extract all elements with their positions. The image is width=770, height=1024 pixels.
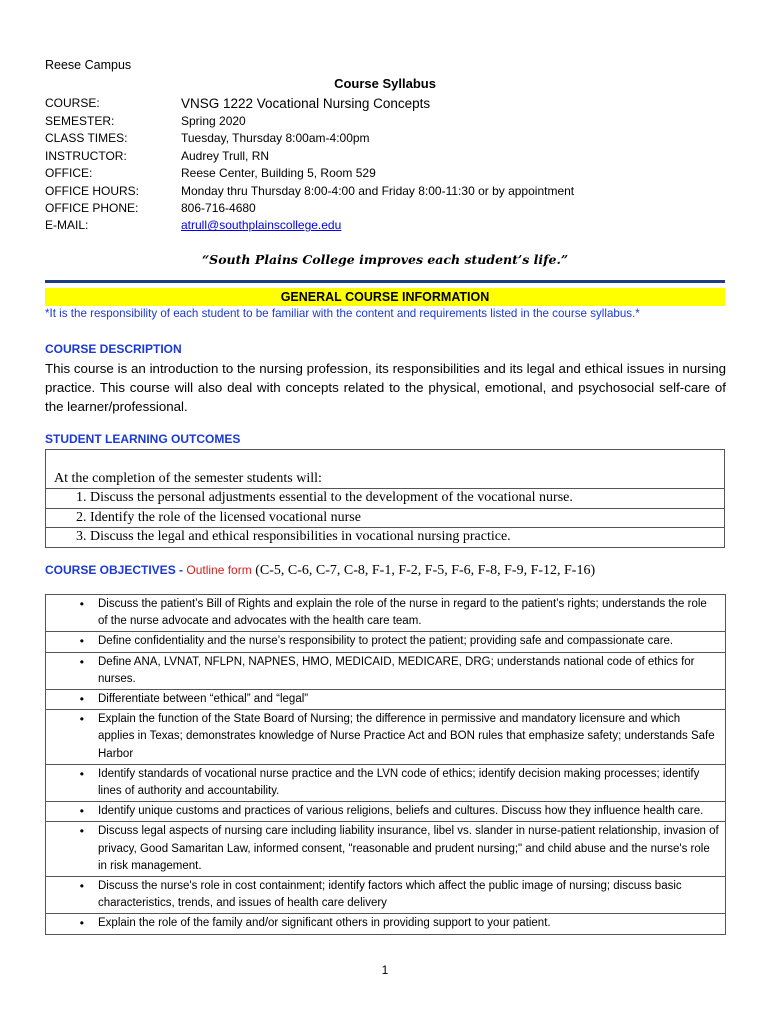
outcomes-intro: At the completion of the semester students will:	[54, 471, 322, 486]
info-label: E-MAIL:	[45, 218, 89, 233]
bullet-icon: •	[79, 692, 84, 707]
info-value: Reese Center, Building 5, Room 529	[181, 166, 376, 181]
objective-row	[46, 822, 725, 877]
bullet-icon: •	[79, 654, 84, 669]
bullet-icon: •	[79, 634, 84, 649]
info-row-instructor	[45, 148, 745, 165]
info-value: Tuesday, Thursday 8:00am-4:00pm	[181, 131, 370, 146]
page-number: 1	[381, 963, 389, 977]
outline-form-label: Outline form	[186, 563, 252, 577]
objective-text: Define ANA, LVNAT, NFLPN, NAPNES, HMO, MEDICAID, MEDICARE, DRG; understands national code of ethics for nurses.	[98, 655, 695, 685]
course-description-text: This course is an introduction to the nursing profession, its responsibilities and its legal and ethical issues in nursing practice. This course will also deal with concepts related to the physical, emotional, and psychosocial self-care of the learner/professional.	[45, 361, 726, 414]
bullet-icon: •	[79, 712, 84, 727]
bullet-icon: •	[79, 597, 84, 611]
outcome-item: 1. Discuss the personal adjustments essential to the development of the vocational nurse.	[46, 488, 724, 508]
info-label: OFFICE HOURS:	[45, 183, 140, 198]
email-link[interactable]: atrull@southplainscollege.edu	[181, 218, 342, 233]
course-info-block	[45, 94, 745, 235]
objective-text: Explain the function of the State Board of Nursing; the difference in permissive and mandatory licensure and which applies in Texas; demonstrates knowledge of Nurse Practice Act and BON rules that emphasize safety; understands Safe Harbor	[98, 713, 715, 760]
college-motto: “South Plains College improves each student’s life.”	[201, 252, 569, 267]
info-label: SEMESTER:	[45, 114, 115, 128]
objective-codes: (C-5, C-6, C-7, C-8, F-1, F-2, F-5, F-6, F-8, F-9, F-12, F-16)	[251, 563, 596, 578]
objective-text: Define confidentiality and the nurse’s responsibility to protect the patient; providing safe and compassionate care.	[98, 635, 674, 648]
objectives-table	[45, 594, 726, 935]
info-row-office-phone	[45, 200, 745, 217]
objective-row	[46, 690, 725, 710]
course-description-heading: COURSE DESCRIPTION	[45, 342, 182, 356]
objective-text: Differentiate between “ethical” and “legal”	[98, 693, 309, 706]
objectives-heading: COURSE OBJECTIVES -	[45, 563, 187, 577]
outcomes-table	[45, 449, 725, 548]
outcome-item: 3. Discuss the legal and ethical responsibilities in vocational nursing practice.	[46, 527, 724, 547]
objective-row	[46, 914, 725, 934]
outcomes-heading: STUDENT LEARNING OUTCOMES	[45, 432, 241, 446]
info-label: OFFICE:	[45, 166, 93, 181]
objective-row	[46, 710, 725, 765]
objective-row	[46, 765, 725, 802]
objective-text: Discuss the nurse's role in cost containment; identify factors which affect the public image of nursing; discuss basic characteristics, trends, and issues of health care delivery	[98, 880, 682, 910]
objective-row	[46, 653, 725, 690]
info-value: Monday thru Thursday 8:00-4:00 and Friday 8:00-11:30 or by appointment	[181, 183, 575, 198]
info-value: Audrey Trull, RN	[181, 148, 270, 163]
info-value: Spring 2020	[181, 114, 246, 128]
objective-text: Identify unique customs and practices of various religions, beliefs and cultures. Discuss how they influence health care.	[98, 805, 704, 818]
divider-rule	[45, 280, 725, 283]
info-label: COURSE:	[45, 96, 100, 110]
info-row-office-hours	[45, 183, 745, 200]
info-label: INSTRUCTOR:	[45, 148, 127, 163]
info-label: CLASS TIMES:	[45, 131, 128, 146]
info-label: OFFICE PHONE:	[45, 200, 139, 215]
objective-row	[46, 632, 725, 652]
responsibility-note: *It is the responsibility of each student to be familiar with the content and requirements listed in the course syllabus.*	[45, 307, 640, 320]
objective-text: Explain the role of the family and/or significant others in providing support to your patient.	[98, 917, 551, 930]
bullet-icon: •	[79, 766, 84, 781]
bullet-icon: •	[79, 879, 84, 894]
info-row-office	[45, 165, 745, 182]
objective-row	[46, 595, 725, 632]
info-row-semester	[45, 113, 745, 130]
objectives-heading-line	[45, 563, 595, 579]
general-info-heading: GENERAL COURSE INFORMATION	[45, 288, 725, 306]
objective-row	[46, 877, 725, 914]
info-row-email	[45, 217, 745, 234]
objective-text: Discuss legal aspects of nursing care including liability insurance, libel vs. slander in nurse-patient relationship, invasion of privacy, Good Samaritan Law, informed consent, "reasonable and prudent nursing;" and child abuse and the nurse's role in risk management.	[98, 825, 719, 872]
info-value: VNSG 1222 Vocational Nursing Concepts	[181, 96, 431, 111]
syllabus-title: Course Syllabus	[334, 76, 436, 91]
outcome-item: 2. Identify the role of the licensed vocational nurse	[46, 508, 724, 528]
bullet-icon: •	[79, 916, 84, 931]
bullet-icon: •	[79, 824, 84, 839]
objective-text: Discuss the patient’s Bill of Rights and explain the role of the nurse in regard to the patient’s rights; understands the role of the nurse advocate and advocates with the health care team.	[98, 598, 707, 628]
campus-label: Reese Campus	[45, 58, 132, 72]
info-value: 806-716-4680	[181, 200, 256, 215]
objective-text: Identify standards of vocational nurse practice and the LVN code of ethics; identify decision making processes; identify lines of authority and accountability.	[98, 767, 700, 798]
bullet-icon: •	[79, 804, 84, 819]
info-row-class-times	[45, 130, 745, 147]
info-row-course	[45, 94, 745, 113]
objective-row	[46, 802, 725, 822]
